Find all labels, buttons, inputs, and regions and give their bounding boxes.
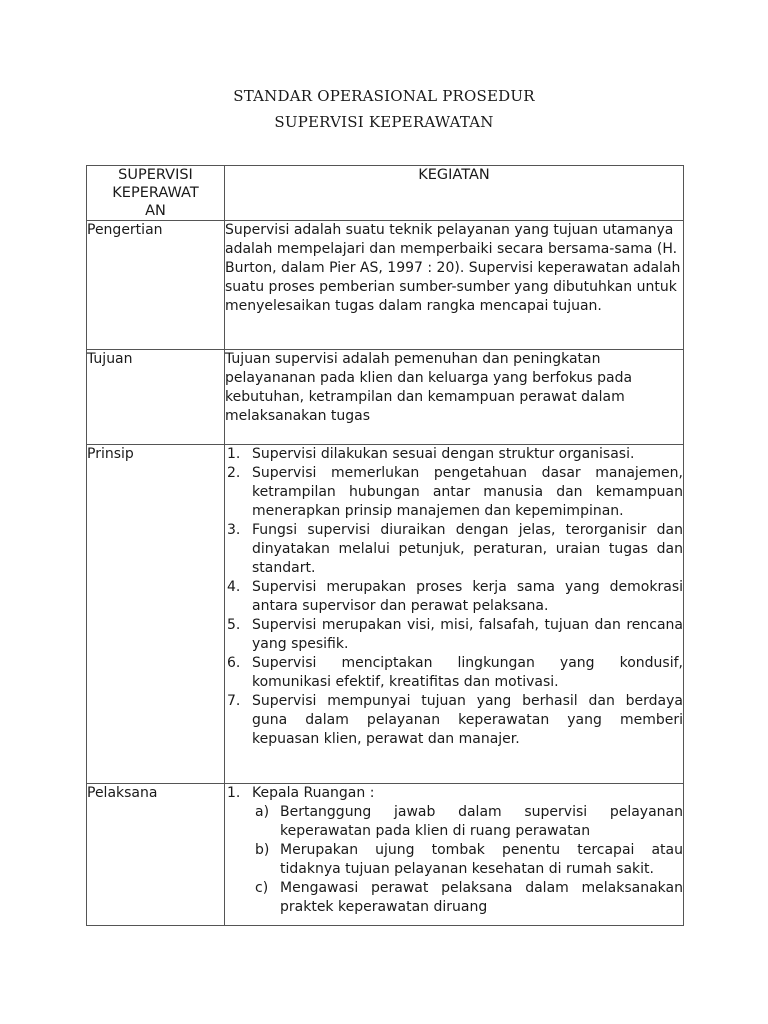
list-number: 1. [227,446,241,462]
header-supervisi-keperawatan [87,166,225,221]
sublist-letter: a) [255,804,270,820]
list-item [225,578,683,616]
list-text: Supervisi merupakan visi, misi, falsafah, tujuan dan rencana yang spesifik. [252,617,683,652]
paragraph: Tujuan supervisi adalah pemenuhan dan peningkatan pelayananan pada klien dan keluarga yang berfokus pada kebutuhan, ketrampilan dan kemampuan perawat dalam melaksanakan tugas [225,351,633,424]
document-subtitle: SUPERVISI KEPERAWATAN [274,113,494,131]
header-col1-line: SUPERVISI [118,167,193,183]
list-text: Supervisi dilakukan sesuai dengan struktur organisasi. [252,446,635,462]
sublist-item [225,879,683,917]
list-text: Supervisi mempunyai tujuan yang berhasil dan berdaya guna dalam pelayanan keperawatan yang memberi kepuasan klien, perawat dan manajer. [252,693,683,747]
sublist-text: Bertanggung jawab dalam supervisi pelayanan keperawatan pada klien di ruang perawatan [280,804,683,839]
table-header-row [87,166,684,221]
header-kegiatan: KEGIATAN [225,166,684,221]
list-item [225,692,683,749]
list-item [225,616,683,654]
sublist-letter: b) [255,842,270,858]
list-item [225,445,683,464]
principle-list [225,445,683,749]
row-label: Prinsip [87,445,225,784]
list-text: Supervisi memerlukan pengetahuan dasar manajemen, ketrampilan hubungan antar manusia dan kemampuan menerapkan prinsip manajemen dan kepemimpinan. [252,465,683,519]
list-number: 4. [227,579,241,595]
list-text: Kepala Ruangan : [252,785,375,801]
list-item [225,464,683,521]
pelaksana-sublist [225,803,683,917]
table-row-prinsip [87,445,684,784]
table-row-pelaksana [87,784,684,926]
header-col1-line: KEPERAWAT [112,185,199,201]
row-label: Pengertian [87,221,225,350]
list-number: 5. [227,617,241,633]
pelaksana-list [225,784,683,803]
list-number: 3. [227,522,241,538]
sop-table [86,165,684,926]
table-row-pengertian [87,221,684,350]
list-number: 1. [227,785,241,801]
list-item [225,654,683,692]
row-label: Tujuan [87,350,225,445]
list-text: Supervisi merupakan proses kerja sama yang demokrasi antara supervisor dan perawat pelaksana. [252,579,683,614]
header-col1-line: AN [145,203,166,219]
list-number: 2. [227,465,241,481]
list-number: 6. [227,655,241,671]
list-item [225,521,683,578]
document-title: STANDAR OPERASIONAL PROSEDUR [233,87,535,105]
list-item [225,784,683,803]
sublist-item [225,803,683,841]
row-content [225,784,684,926]
sublist-letter: c) [255,880,269,896]
list-text: Fungsi supervisi diuraikan dengan jelas, terorganisir dan dinyatakan melalui petunjuk, peraturan, uraian tugas dan standart. [252,522,683,576]
pelaksana-content [225,784,683,924]
sublist-text: Mengawasi perawat pelaksana dalam melaksanakan praktek keperawatan diruang [280,880,683,915]
table-row-tujuan [87,350,684,445]
paragraph: Supervisi adalah suatu teknik pelayanan yang tujuan utamanya adalah mempelajari dan memperbaiki secara bersama-sama (H. Burton, dalam Pier AS, 1997 : 20). Supervisi keperawatan adalah suatu proses pemberian sumber-sumber yang dibutuhkan untuk menyelesaikan tugas dalam rangka mencapai tujuan. [225,222,681,314]
list-text: Supervisi menciptakan lingkungan yang kondusif, komunikasi efektif, kreatifitas dan motivasi. [252,655,683,690]
list-number: 7. [227,693,241,709]
row-label: Pelaksana [87,784,225,926]
row-content [225,445,684,784]
row-content [225,221,684,350]
sublist-item [225,841,683,879]
sublist-text: Merupakan ujung tombak penentu tercapai atau tidaknya tujuan pelayanan kesehatan di rumah sakit. [280,842,683,877]
row-content [225,350,684,445]
